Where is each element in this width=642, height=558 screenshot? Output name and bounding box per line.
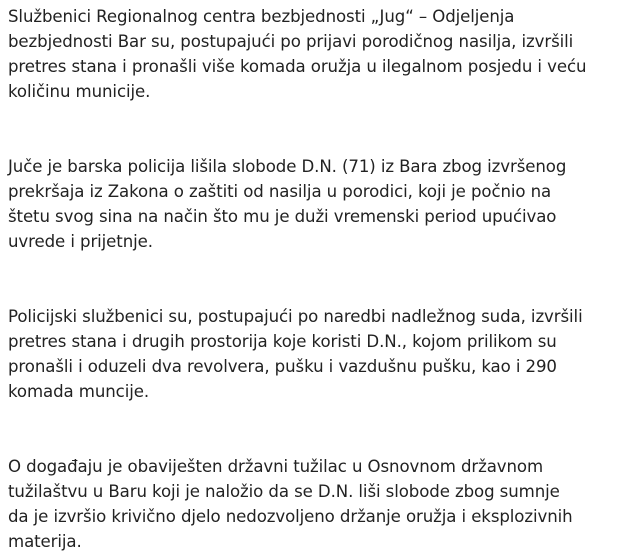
paragraph-line: tužilaštvu u Baru koji je naložio da se D.N. liši slobode zbog sumnje <box>8 482 560 501</box>
paragraph-line: uvrede i prijetnje. <box>8 232 153 251</box>
paragraph-line: štetu svog sina na način što mu je duži vremenski period upućivao <box>8 207 557 226</box>
paragraph-line: pronašli i oduzeli dva revolvera, pušku i vazdušnu pušku, kao i 290 <box>8 357 557 376</box>
article-paragraph-1 <box>8 4 586 104</box>
paragraph-line: O događaju je obaviješten državni tužilac u Osnovnom državnom <box>8 457 544 476</box>
paragraph-line: Službenici Regionalnog centra bezbjednosti „Jug“ – Odjeljenja <box>8 7 515 26</box>
paragraph-line: bezbjednosti Bar su, postupajući po prijavi porodičnog nasilja, izvršili <box>8 32 574 51</box>
paragraph-line: Juče je barska policija lišila slobode D.N. (71) iz Bara zbog izvršenog <box>8 157 567 176</box>
paragraph-line: pretres stana i pronašli više komada oružja u ilegalnom posjedu i veću <box>8 57 587 76</box>
article-paragraph-4 <box>8 454 573 554</box>
paragraph-line: prekršaja iz Zakona o zaštiti od nasilja u porodici, koji je počnio na <box>8 182 552 201</box>
article-paragraph-3 <box>8 304 583 404</box>
paragraph-line: komada muncije. <box>8 382 150 401</box>
paragraph-line: pretres stana i drugih prostorija koje koristi D.N., kojom prilikom su <box>8 332 557 351</box>
paragraph-line: da je izvršio krivično djelo nedozvoljeno držanje oružja i eksplozivnih <box>8 507 573 526</box>
paragraph-line: količinu municije. <box>8 82 151 101</box>
article-paragraph-2 <box>8 154 566 254</box>
paragraph-line: Policijski službenici su, postupajući po naredbi nadležnog suda, izvršili <box>8 307 583 326</box>
paragraph-line: materija. <box>8 532 82 551</box>
